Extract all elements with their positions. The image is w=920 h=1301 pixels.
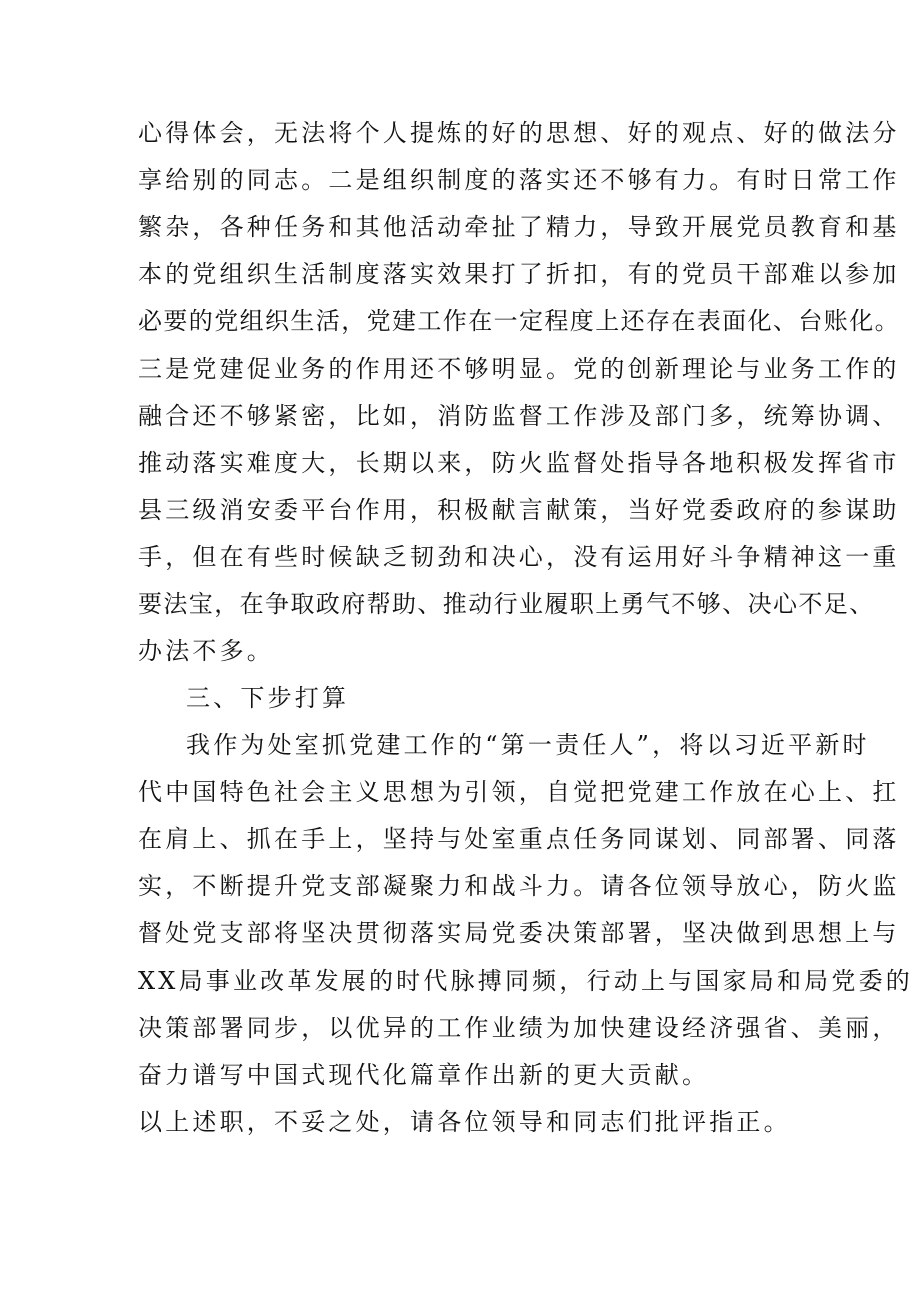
plan-line-4: 实，不断提升党支部凝聚力和战斗力。请各位领导放心，防火监	[138, 872, 900, 900]
section-heading: 三、下步打算	[186, 684, 350, 712]
plan-line-1: 我作为处室抓党建工作的“第一责任人”，将以习近平新时	[186, 731, 870, 759]
text-line-3: 繁杂，各种任务和其他活动牵扯了精力，导致开展党员教育和基	[138, 213, 900, 241]
text-line-12: 办法不多。	[138, 637, 274, 665]
text-line-2: 享给别的同志。二是组织制度的落实还不够有力。有时日常工作	[138, 166, 900, 194]
text-line-9: 县三级消安委平台作用，积极献言献策，当好党委政府的参谋助	[138, 496, 900, 524]
plan-line-3: 在肩上、抓在手上，坚持与处室重点任务同谋划、同部署、同落	[138, 825, 900, 853]
text-line-8: 推动落实难度大，长期以来，防火监督处指导各地积极发挥省市	[138, 449, 900, 477]
plan-line-6: XX局事业改革发展的时代脉搏同频，行动上与国家局和局党委的	[138, 967, 913, 995]
closing-line: 以上述职，不妥之处，请各位领导和同志们批评指正。	[138, 1108, 791, 1136]
plan-line-5: 督处党支部将坚决贯彻落实局党委决策部署，坚决做到思想上与	[138, 919, 900, 947]
text-line-1: 心得体会，无法将个人提炼的好的思想、好的观点、好的做法分	[138, 119, 900, 147]
text-line-10: 手，但在有些时候缺乏韧劲和决心，没有运用好斗争精神这一重	[138, 543, 900, 571]
text-line-5: 必要的党组织生活，党建工作在一定程度上还存在表面化、台账化。	[138, 307, 900, 335]
plan-line-2: 代中国特色社会主义思想为引领，自觉把党建工作放在心上、扛	[138, 778, 900, 806]
text-line-6: 三是党建促业务的作用还不够明显。党的创新理论与业务工作的	[138, 355, 900, 383]
plan-line-8: 奋力谱写中国式现代化篇章作出新的更大贡献。	[138, 1061, 710, 1089]
text-line-11: 要法宝，在争取政府帮助、推动行业履职上勇气不够、决心不足、	[138, 590, 875, 618]
text-line-4: 本的党组织生活制度落实效果打了折扣，有的党员干部难以参加	[138, 260, 900, 288]
plan-line-7: 决策部署同步，以优异的工作业绩为加快建设经济强省、美丽，	[138, 1014, 900, 1042]
text-line-7: 融合还不够紧密，比如，消防监督工作涉及部门多，统筹协调、	[138, 402, 900, 430]
